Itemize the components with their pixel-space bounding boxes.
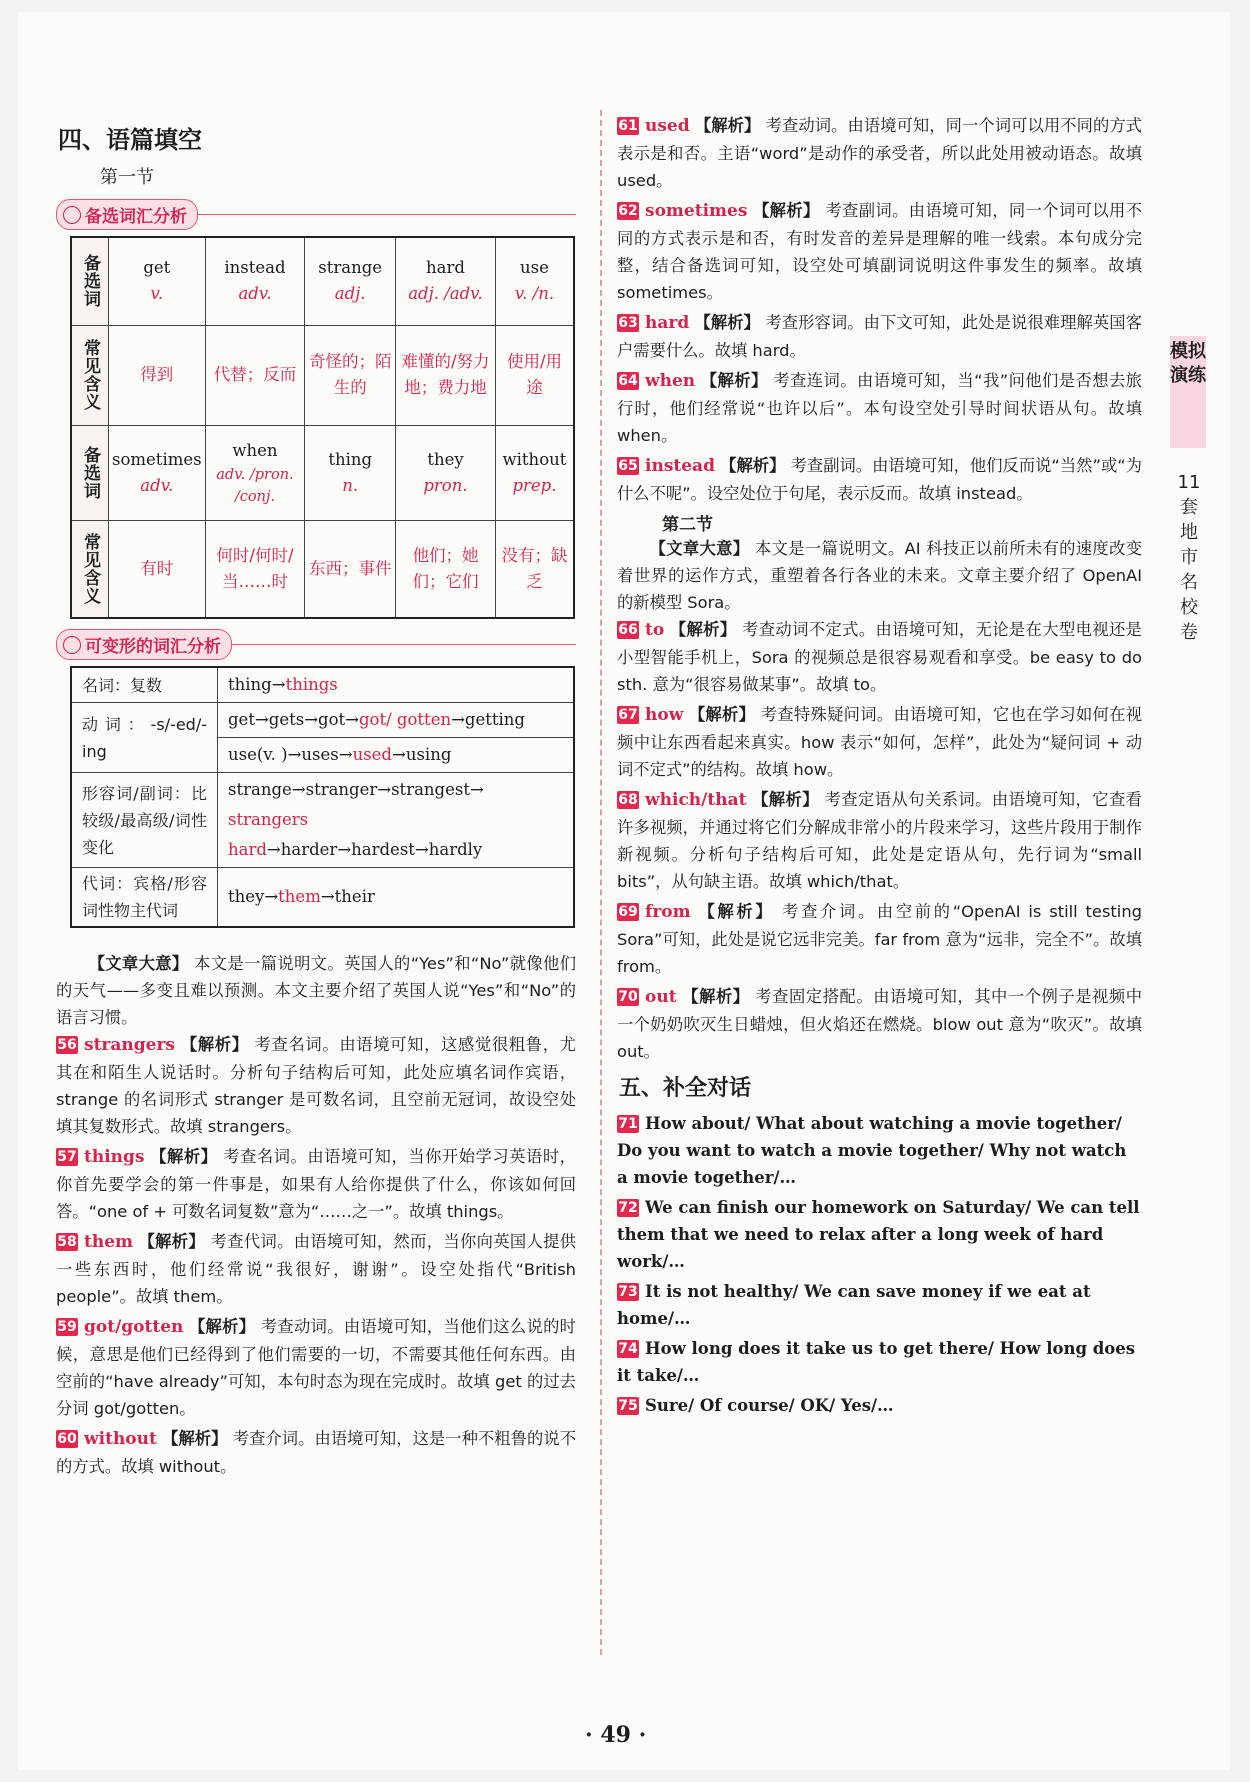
side-tab: 模拟演练: [1170, 336, 1206, 448]
list-item: 67 how 【解析】 考查特殊疑问词。由语境可知，它也在学习如何在视频中让东西看起来真实。how 表示“如何，怎样”，此处为“疑问词 + 动词不定式”的结构。故填 how。: [617, 705, 1142, 779]
left-column: [56, 120, 576, 1483]
table-row: 动词：-s/-ed/-ing get→gets→got→got/ gotten→getting: [71, 703, 574, 738]
list-item: 74 How long does it take us to get there/ How long does it take/…: [617, 1339, 1136, 1385]
forms-banner: 可变形的词汇分析: [56, 629, 576, 660]
list-item: 64 when 【解析】 考查连词。由语境可知，当“我”问他们是否想去旅行时，他们经常说“也许以后”。本句设空处引导时间状语从句。故填 when。: [617, 371, 1142, 445]
side-text: 11套地市名校卷: [1177, 472, 1201, 643]
section5-title: 五、补全对话: [619, 1076, 752, 1101]
table-row: 备选词 get v. instead adv. strange adj. hard adj. /adv. use v. /n.: [71, 237, 574, 325]
list-item: 69 from 【解析】 考查介词。由空前的“OpenAI is still testing Sora”可知，此处是说它远非完美。far from 意为“远非，完全不”。故填 from。: [617, 902, 1142, 976]
table-row: 代词：宾格/形容词性物主代词 they→them→their: [71, 868, 574, 928]
list-item: 66 to 【解析】 考查动词不定式。由语境可知，无论是在大型电视还是小型智能手机上，Sora 的视频总是很容易观看和享受。be easy to do sth. 意为“很容易做某事”。故填 to。: [617, 620, 1142, 694]
answers-left: [56, 1031, 576, 1480]
list-item: 75 Sure/ Of course/ OK/ Yes/…: [618, 1396, 894, 1415]
student-face-icon: [63, 206, 81, 224]
forms-table: [70, 666, 575, 928]
list-item: 62 sometimes 【解析】 考查副词。由语境可知，同一个词可以用不同的方式表示是和否，有时发音的差异是理解的唯一线索。本句成分完整，结合备选词可知，设空处可填副词说明这件事发生的频率。故填 sometimes。: [617, 201, 1142, 302]
table-row: 常见含义 有时 何时/何时/当……时 东西；事件 他们；她们；它们 没有；缺乏: [71, 520, 574, 618]
table-row: 形容词/副词：比较级/最高级/词性变化 strange→stranger→strangest→ strangers hard→harder→hardest→hardly: [71, 773, 574, 868]
table-row: 备选词 sometimes adv. when adv. /pron. /conj. thing n. they pron. without prep.: [71, 425, 574, 520]
list-item: 73 It is not healthy/ We can save money if we eat at home/…: [617, 1282, 1091, 1328]
list-item: 65 instead 【解析】 考查副词。由语境可知，他们反而说“当然”或“为什么不呢”。设空处位于句尾，表示反而。故填 instead。: [617, 456, 1142, 503]
summary-part1: 【文章大意】 本文是一篇说明文。英国人的“Yes”和“No”就像他们的天气——多变且难以预测。本文主要介绍了英国人说“Yes”和“No”的语言习惯。: [56, 954, 576, 1027]
section-title: 四、语篇填空: [58, 126, 202, 154]
list-item: 59 got/gotten 【解析】 考查动词。由语境可知，当他们这么说的时候，意思是他们已经得到了他们需要的一切，不需要其他任何东西。由空前的“have already”可知，本句时态为现在完成时。故填 get 的过去分词 got/gotten。: [56, 1317, 576, 1418]
list-item: 70 out 【解析】 考查固定搭配。由语境可知，其中一个例子是视频中一个奶奶吹灭生日蜡烛，但火焰还在燃烧。blow out 意为“吹灭”。故填 out。: [617, 987, 1142, 1061]
answers-right: [617, 112, 1142, 507]
list-item: 57 things 【解析】 考查名词。由语境可知，当你开始学习英语时，你首先要学会的第一件事是，如果有人给你提供了什么，你该如何回答。“one of + 可数名词复数”意为“……之一”。故填 things。: [56, 1147, 576, 1221]
dialogue-answers: [617, 1110, 1142, 1419]
answers-right-2: [617, 616, 1142, 1065]
part1-title: 第一节: [100, 167, 154, 188]
list-item: 60 without 【解析】 考查介词。由语境可知，这是一种不粗鲁的说不的方式。故填 without。: [56, 1429, 576, 1476]
part2-title: 第二节: [662, 515, 713, 535]
vocab-table: [70, 236, 575, 619]
list-item: 71 How about/ What about watching a movie together/ Do you want to watch a movie together/ Why not watch a movie together/…: [617, 1114, 1127, 1187]
summary-part2: 【文章大意】 本文是一篇说明文。AI 科技正以前所未有的速度改变着世界的运作方式，重塑着各行各业的未来。文章主要介绍了 OpenAI 的新模型 Sora。: [617, 539, 1142, 612]
list-item: 61 used 【解析】 考查动词。由语境可知，同一个词可以用不同的方式表示是和否。主语“word”是动作的承受者，所以此处用被动语态。故填 used。: [617, 116, 1142, 190]
table-row: 常见含义 得到 代替；反而 奇怪的；陌生的 难懂的/努力地；费力地 使用/用途: [71, 325, 574, 425]
student-face-icon: [63, 636, 81, 654]
list-item: 56 strangers 【解析】 考查名词。由语境可知，这感觉很粗鲁，尤其在和陌生人说话时。分析句子结构后可知，此处应填名词作宾语，strange 的名词形式 stranger 是可数名词，且空前无冠词，故设空处填其复数形式。故填 strangers。: [56, 1035, 576, 1136]
table-row: use(v. )→uses→used→using: [71, 738, 574, 773]
list-item: 68 which/that 【解析】 考查定语从句关系词。由语境可知，它查看许多视频，并通过将它们分解成非常小的片段来学习，这些片段用于制作新视频。分析句子结构后可知，此处是定语从句，先行词为“small bits”，从句缺主语。故填 which/that。: [617, 790, 1142, 891]
list-item: 58 them 【解析】 考查代词。由语境可知，然而，当你向英国人提供一些东西时，他们经常说“我很好，谢谢”。设空处指代“British people”。故填 them。: [56, 1232, 576, 1306]
vocab-banner: 备选词汇分析: [56, 199, 576, 230]
table-row: 名词：复数 thing→things: [71, 667, 574, 703]
list-item: 72 We can finish our homework on Saturday/ We can tell them that we need to relax after a long week of hard work/…: [617, 1198, 1140, 1271]
page-number: · 49 ·: [585, 1722, 647, 1748]
column-divider: [600, 110, 602, 1655]
right-column: [617, 112, 1142, 1422]
list-item: 63 hard 【解析】 考查形容词。由下文可知，此处是说很难理解英国客户需要什么。故填 hard。: [617, 313, 1142, 360]
